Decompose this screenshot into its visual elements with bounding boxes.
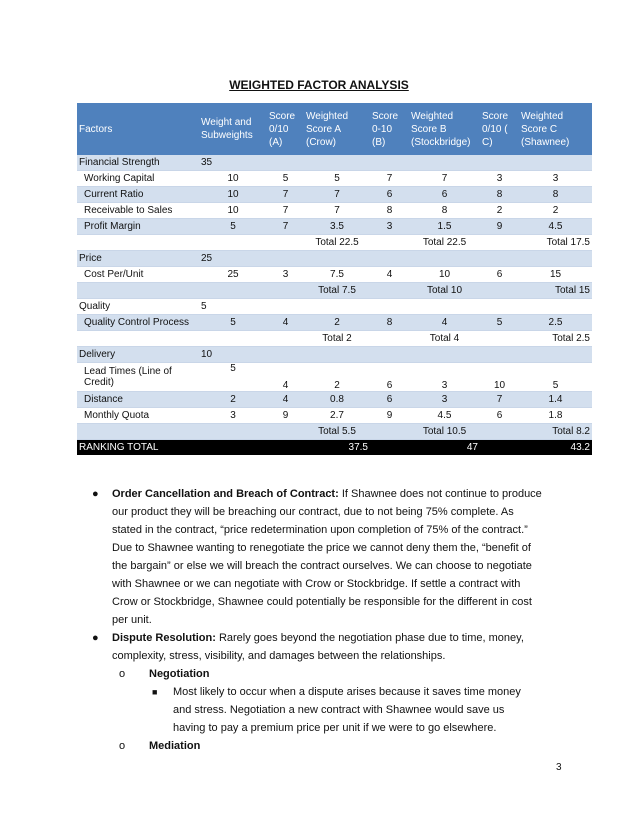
weighted-b-cell: 3 <box>409 392 480 408</box>
score-a-cell: 4 <box>267 392 304 408</box>
weighted-c-cell: 1.4 <box>519 392 592 408</box>
sub-heading: Negotiation <box>149 668 210 680</box>
table-row-category <box>77 347 592 363</box>
score-c-cell: 2 <box>480 203 519 219</box>
weight-cell: 3 <box>199 408 267 424</box>
weighted-c-cell: 2.5 <box>519 315 592 331</box>
weight-cell: 5 <box>199 315 267 331</box>
page-title: WEIGHTED FACTOR ANALYSIS <box>229 78 409 92</box>
factor-label: Price <box>77 251 199 267</box>
score-c-cell: 8 <box>480 187 519 203</box>
factor-label: Quality <box>77 299 199 315</box>
paragraph-line: with Shawnee or we can negotiate with Crow or Stockbridge. If settle a contract with <box>112 578 521 590</box>
weighted-c-cell: 15 <box>519 267 592 283</box>
weighted-a-cell: 2 <box>304 315 370 331</box>
sub-sub-item <box>80 683 556 737</box>
table-row-category <box>77 299 592 315</box>
weighted-b-cell: 6 <box>409 187 480 203</box>
table-row <box>77 392 592 408</box>
weighted-c-cell: 4.5 <box>519 219 592 235</box>
table-row-category <box>77 251 592 267</box>
score-c-cell: 3 <box>480 171 519 187</box>
score-a-cell: 7 <box>267 219 304 235</box>
weighted-b-cell: 8 <box>409 203 480 219</box>
table-header <box>77 103 592 155</box>
weight-cell: 10 <box>199 171 267 187</box>
bullet-dot-icon: ● <box>92 488 99 500</box>
circle-bullet-icon: o <box>119 740 126 752</box>
weight-cell: 5 <box>199 299 267 315</box>
table-row-total <box>77 424 592 440</box>
ranking-total-label: RANKING TOTAL <box>77 440 199 456</box>
weighted-b-cell: 4.5 <box>409 408 480 424</box>
paragraph-line: Due to Shawnee wanting to renegotiate the price we cannot deny them the, “benefit of <box>112 542 531 554</box>
score-b-cell: 3 <box>370 219 409 235</box>
total-a-cell: Total 5.5 <box>304 424 370 440</box>
total-b-cell: Total 10.5 <box>409 424 480 440</box>
total-c-cell: Total 17.5 <box>519 235 592 251</box>
circle-bullet-icon: o <box>119 668 126 680</box>
page-number: 3 <box>556 762 562 773</box>
weight-cell: 5 <box>199 363 267 392</box>
paragraph-line: stated in the contract, “price redetermination upon completion of 75% of the contract.” <box>112 524 528 536</box>
weighted-a-cell: 7.5 <box>304 267 370 283</box>
sub-item-mediation <box>80 737 556 755</box>
paragraph-line: Most likely to occur when a dispute arises because it saves time money <box>173 686 521 698</box>
sub-heading: Mediation <box>149 740 201 752</box>
paragraph-line: complexity, stress, visibility, and damages between the relationships. <box>112 650 446 662</box>
weight-cell: 2 <box>199 392 267 408</box>
score-a-cell: 5 <box>267 171 304 187</box>
score-c-cell: 10 <box>480 363 519 392</box>
paragraph-line: Crow or Stockbridge, Shawnee could potentially be responsible for the different in cost <box>112 596 532 608</box>
bullet-order-cancellation <box>92 485 556 629</box>
total-b-cell: Total 22.5 <box>409 235 480 251</box>
table-row <box>77 203 592 219</box>
weighted-c-cell: 8 <box>519 187 592 203</box>
bullet-heading: Dispute Resolution: <box>112 632 216 644</box>
score-b-cell: 6 <box>370 363 409 392</box>
weighted-b-cell: 3 <box>409 363 480 392</box>
factor-label: Receivable to Sales <box>77 203 199 219</box>
score-a-cell: 7 <box>267 187 304 203</box>
factor-label: Current Ratio <box>77 187 199 203</box>
weighted-c-cell: 5 <box>519 363 592 392</box>
total-a-cell: Total 2 <box>304 331 370 347</box>
weighted-a-cell: 7 <box>304 187 370 203</box>
paragraph-line: the bargain” or else we will breach the contract ourselves. We can choose to negotiate <box>112 560 532 572</box>
table-row <box>77 171 592 187</box>
score-b-cell: 9 <box>370 408 409 424</box>
table-row <box>77 267 592 283</box>
weighted-a-cell: 2.7 <box>304 408 370 424</box>
weighted-b-cell: 4 <box>409 315 480 331</box>
factor-label: Monthly Quota <box>77 408 199 424</box>
sub-item-negotiation <box>80 665 556 683</box>
paragraph-line: If Shawnee does not continue to produce <box>338 488 542 500</box>
weighted-a-cell: 3.5 <box>304 219 370 235</box>
header-weighted-a: Weighted Score A (Crow) <box>304 103 370 155</box>
table-row-total <box>77 331 592 347</box>
factor-label: Cost Per/Unit <box>77 267 199 283</box>
weighted-c-cell: 1.8 <box>519 408 592 424</box>
weight-cell: 25 <box>199 267 267 283</box>
table-row <box>77 315 592 331</box>
weighted-b-cell: 10 <box>409 267 480 283</box>
total-a-cell: Total 22.5 <box>304 235 370 251</box>
body-bullets <box>92 485 556 755</box>
weight-cell: 10 <box>199 203 267 219</box>
ranking-total-a: 37.5 <box>304 440 370 456</box>
table-row-total <box>77 235 592 251</box>
table-row-total <box>77 283 592 299</box>
factor-label: Profit Margin <box>77 219 199 235</box>
weighted-c-cell: 2 <box>519 203 592 219</box>
paragraph-line: having to pay a premium price per unit if we were to go elsewhere. <box>173 722 497 734</box>
weighted-a-cell: 5 <box>304 171 370 187</box>
header-score-a: Score 0/10 (A) <box>267 103 304 155</box>
score-a-cell: 4 <box>267 315 304 331</box>
score-b-cell: 6 <box>370 392 409 408</box>
score-a-cell: 3 <box>267 267 304 283</box>
total-b-cell: Total 4 <box>409 331 480 347</box>
score-c-cell: 5 <box>480 315 519 331</box>
weighted-b-cell: 7 <box>409 171 480 187</box>
paragraph-line: Rarely goes beyond the negotiation phase due to time, money, <box>215 632 524 644</box>
bullet-dispute-resolution <box>92 629 556 665</box>
weight-cell: 35 <box>199 155 267 171</box>
total-a-cell: Total 7.5 <box>304 283 370 299</box>
factor-label: Distance <box>77 392 199 408</box>
score-a-cell: 4 <box>267 363 304 392</box>
factor-label: Financial Strength <box>77 155 199 171</box>
header-weighted-b: Weighted Score B (Stockbridge) <box>409 103 480 155</box>
header-factors: Factors <box>77 103 199 155</box>
weighted-b-cell: 1.5 <box>409 219 480 235</box>
score-c-cell: 6 <box>480 267 519 283</box>
score-c-cell: 7 <box>480 392 519 408</box>
ranking-total-row <box>77 440 592 456</box>
score-c-cell: 9 <box>480 219 519 235</box>
table-row <box>77 219 592 235</box>
paragraph-line: our product they will be breaching our contract, due to not being 75% complete. As <box>112 506 514 518</box>
total-c-cell: Total 8.2 <box>519 424 592 440</box>
weighted-c-cell: 3 <box>519 171 592 187</box>
table-row-category <box>77 155 592 171</box>
score-a-cell: 9 <box>267 408 304 424</box>
weight-cell: 10 <box>199 187 267 203</box>
score-c-cell: 6 <box>480 408 519 424</box>
header-score-b: Score 0-10 (B) <box>370 103 409 155</box>
total-b-cell: Total 10 <box>409 283 480 299</box>
score-b-cell: 8 <box>370 315 409 331</box>
header-score-c: Score 0/10 ( C) <box>480 103 519 155</box>
weighted-factor-table <box>77 103 592 455</box>
table-row <box>77 187 592 203</box>
bullet-heading: Order Cancellation and Breach of Contract: <box>112 488 339 500</box>
ranking-total-c: 43.2 <box>519 440 592 456</box>
total-c-cell: Total 2.5 <box>519 331 592 347</box>
bullet-dot-icon: ● <box>92 632 99 644</box>
weighted-a-cell: 2 <box>304 363 370 392</box>
table-row <box>77 408 592 424</box>
score-b-cell: 7 <box>370 171 409 187</box>
factor-label: Delivery <box>77 347 199 363</box>
weight-cell: 10 <box>199 347 267 363</box>
weight-cell: 25 <box>199 251 267 267</box>
weight-cell: 5 <box>199 219 267 235</box>
paragraph-line: per unit. <box>112 614 152 626</box>
header-weight: Weight and Subweights <box>199 103 267 155</box>
weighted-a-cell: 7 <box>304 203 370 219</box>
total-c-cell: Total 15 <box>519 283 592 299</box>
square-bullet-icon: ■ <box>152 687 158 697</box>
score-b-cell: 8 <box>370 203 409 219</box>
score-b-cell: 6 <box>370 187 409 203</box>
weighted-a-cell: 0.8 <box>304 392 370 408</box>
factor-label: Quality Control Process <box>77 315 199 331</box>
score-b-cell: 4 <box>370 267 409 283</box>
factor-label: Working Capital <box>77 171 199 187</box>
score-a-cell: 7 <box>267 203 304 219</box>
header-weighted-c: Weighted Score C (Shawnee) <box>519 103 592 155</box>
table-row <box>77 363 592 392</box>
paragraph-line: and stress. Negotiation a new contract with Shawnee would save us <box>173 704 505 716</box>
factor-label: Lead Times (Line of Credit) <box>77 363 199 392</box>
ranking-total-b: 47 <box>409 440 480 456</box>
